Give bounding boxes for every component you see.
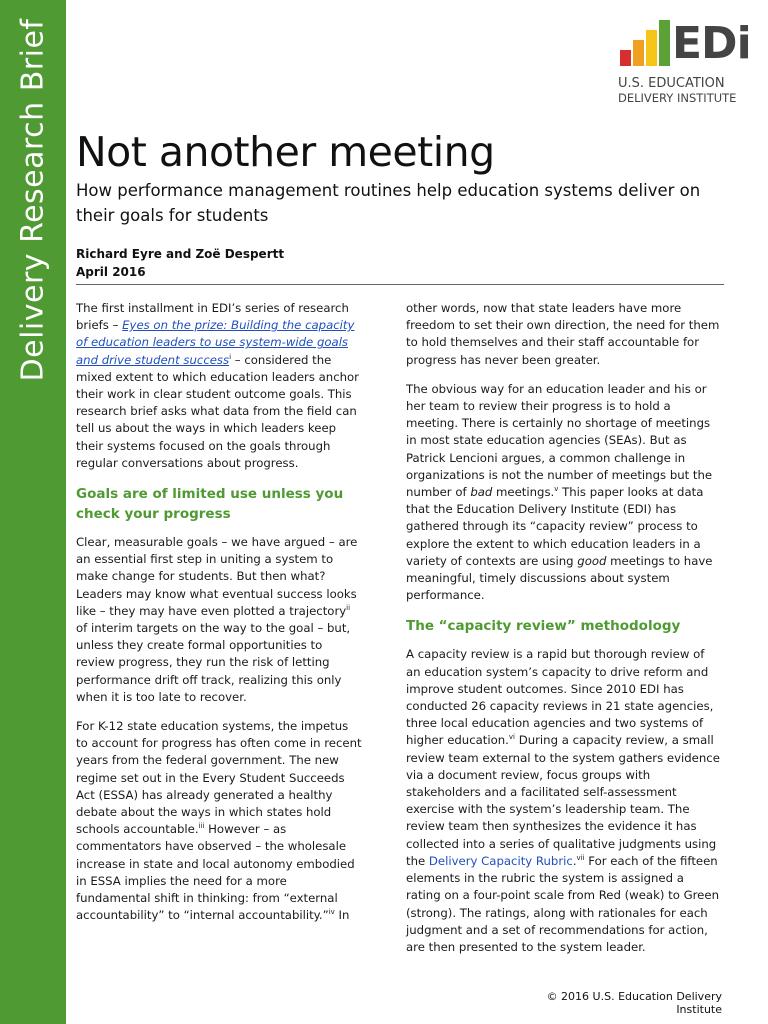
edi-logo <box>616 18 756 110</box>
footnote-ref: iii <box>198 822 205 831</box>
section-heading-methodology: The “capacity review” methodology <box>406 618 681 635</box>
logo-bars-icon <box>620 18 680 66</box>
meetings-paragraph: The obvious way for an education leader and his or her team to review their progress is to hold a meeting. There is certainly no shortage of meetings in most state education agencies (SEAs). But as Patrick Lencioni argues, a common challenge in organizations is not the number of meetings but the number of bad meetings.$^v$ This paper looks at data that the Education Delivery Institute (EDI) has gathered through its “capacity review” process to explore the extent to which education leaders in a variety of contexts are using good meetings to have meaningful, timely discussions about system performance. <box>406 381 713 603</box>
goals-paragraph: Clear, measurable goals – we have argued – are an essential first step in uniting a system to make change for students. But then what? Leaders may know what eventual success looks like – they may have even plotted a trajectory$^{ii}$ of interim targets on the way to the goal – but, unless they create formal opportunities to review progress, they run the risk of letting performance drift off track, realizing this only when it is too late to recover. <box>76 535 358 704</box>
header-divider <box>76 284 724 285</box>
methodology-paragraph: A capacity review is a rapid but thorough review of an education system’s capacity to drive reform and improve student outcomes. Since 2010 EDI has conducted 26 capacity reviews in 21 state agencies, three local education agencies and two systems of higher education.$^{vi}$ During a capacity review, a small review team external to the system gathers evidence via a document review, focus groups with stakeholders and a facilitated self-assessment exercise with the system’s leadership team. The review team then synthesizes the evidence it has collected into a series of qualitative judgments using the Delivery Capacity Rubric.$^{vii}$ For each of the fifteen elements in the rubric the system is assigned a rating on a four-point scale from Red (weak) to Green (strong). The ratings, along with rationales for each judgment and a set of recommendations for action, are then presented to the system leader. <box>406 647 720 954</box>
eyes-on-prize-link[interactable]: Eyes on the prize: Building the capacity of education leaders to use system-wide goals and drive student success <box>76 318 355 367</box>
authors: Richard Eyre and Zoë Despertt <box>76 247 285 261</box>
sidebar-band <box>0 0 66 1024</box>
continued-paragraph: other words, now that state leaders have more freedom to set their own direction, the need for them to hold themselves and their staff accountable for progress has never been greater. <box>406 301 720 367</box>
footnote-ref: v <box>554 485 559 494</box>
footnote-ref: i <box>229 352 232 361</box>
left-column <box>76 300 362 937</box>
footnote-ref: iv <box>328 908 335 917</box>
footnote-ref: vi <box>508 733 515 742</box>
footnote-ref: ii <box>346 603 351 612</box>
publish-date: April 2016 <box>76 265 146 279</box>
page-title: Not another meeting <box>76 128 495 176</box>
right-column <box>406 300 720 968</box>
footnote-ref: vii <box>576 854 585 862</box>
copyright-footer: © 2016 U.S. Education Delivery Institute <box>546 990 722 1016</box>
delivery-capacity-rubric-link[interactable]: Delivery Capacity Rubric <box>428 853 573 868</box>
logo-wordmark: EDi <box>672 18 751 69</box>
k12-paragraph: For K-12 state education systems, the impetus to account for progress has often come in recent years from the federal government. The new regime set out in the Every Student Succeeds Act (ESSA) has already generated a healthy debate about the ways in which states hold schools accountable.$^{iii}$ However – as commentators have observed – the wholesale increase in state and local autonomy embodied in ESSA implies the need for a more fundamental shift in thinking: from “external accountability” to “internal accountability.”$^{iv}$ In <box>76 719 362 923</box>
logo-line-2: DELIVERY INSTITUTE <box>618 91 737 105</box>
page-subtitle: How performance management routines help education systems deliver on their goals for students <box>76 181 701 225</box>
logo-line-1: U.S. EDUCATION <box>618 76 725 91</box>
section-heading-goals: Goals are of limited use unless you check your progress <box>76 486 344 523</box>
intro-paragraph: The first installment in EDI’s series of research briefs – Eyes on the prize: Building the capacity of education leaders to use system-wide goals and drive student success$^i$ – considered the mixed extent to which education leaders anchor their work in clear student outcome goals. This research brief asks what data from the field can tell us about the ways in which leaders keep their systems focused on the goals through regular conversations about progress. <box>76 301 359 470</box>
sidebar-label: Delivery Research Brief <box>15 18 51 382</box>
